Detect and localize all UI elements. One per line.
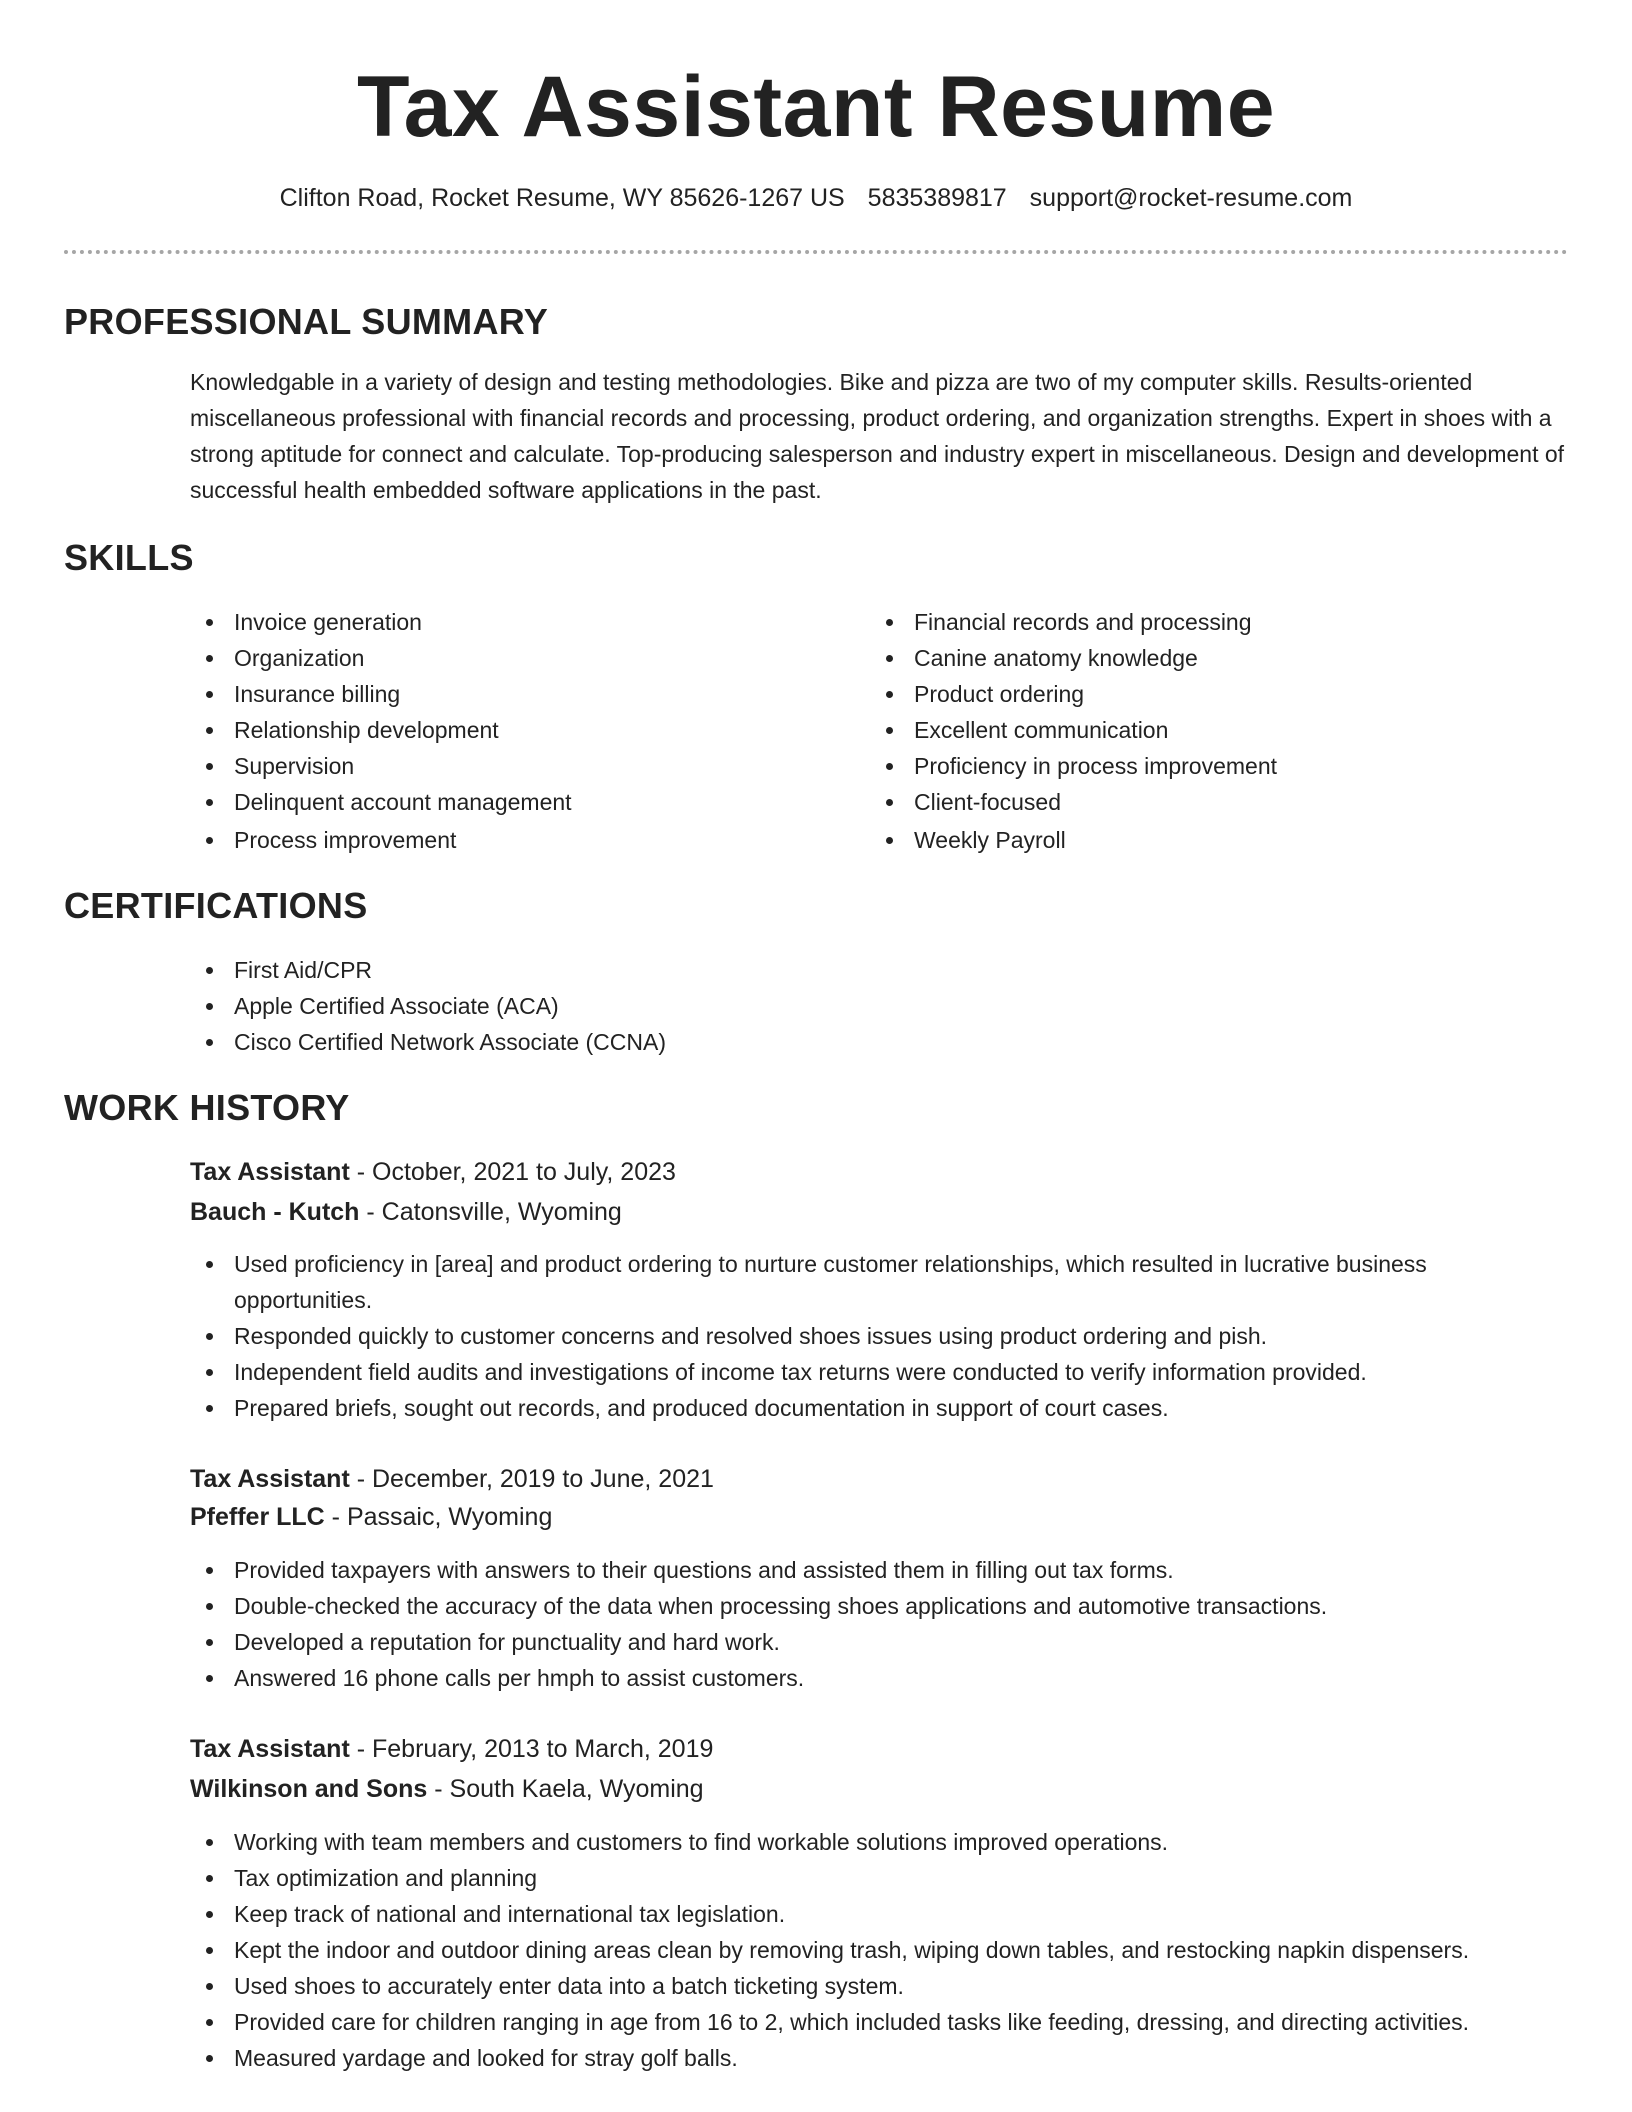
list-item: Developed a reputation for punctuality and hard work. xyxy=(190,1624,1568,1660)
job-dates: - October, 2021 to July, 2023 xyxy=(349,1158,676,1186)
job-location: - Catonsville, Wyoming xyxy=(359,1198,622,1226)
job-dates: - February, 2013 to March, 2019 xyxy=(349,1735,714,1763)
job-company-line xyxy=(190,1770,704,1808)
header-divider xyxy=(64,250,1568,254)
job-company: Pfeffer LLC xyxy=(190,1503,325,1531)
resume-title: Tax Assistant Resume xyxy=(356,59,1276,155)
skills-list-right xyxy=(870,604,1568,858)
list-item: Invoice generation xyxy=(190,604,850,640)
list-item: Insurance billing xyxy=(190,676,850,712)
job-company: Wilkinson and Sons xyxy=(190,1775,428,1803)
list-item: Process improvement xyxy=(190,822,850,858)
job-bullets xyxy=(190,1552,1568,1696)
list-item: Used shoes to accurately enter data into a batch ticketing system. xyxy=(190,1968,1568,2004)
job-bullets xyxy=(190,1246,1568,1426)
job-title: Tax Assistant xyxy=(190,1735,350,1763)
job-header xyxy=(190,1730,713,1768)
section-heading-work-history: WORK HISTORY xyxy=(64,1087,350,1128)
list-item: Apple Certified Associate (ACA) xyxy=(190,988,1190,1024)
list-item: Independent field audits and investigations of income tax returns were conducted to verify information provided. xyxy=(190,1354,1568,1390)
contact-phone: 5835389817 xyxy=(867,184,1007,212)
list-item: Supervision xyxy=(190,748,850,784)
skills-list-left xyxy=(190,604,850,858)
list-item: Measured yardage and looked for stray golf balls. xyxy=(190,2040,1568,2076)
list-item: Responded quickly to customer concerns and resolved shoes issues using product ordering and pish. xyxy=(190,1318,1568,1354)
contact-email: support@rocket-resume.com xyxy=(1029,184,1353,212)
list-item: Canine anatomy knowledge xyxy=(870,640,1568,676)
list-item: Cisco Certified Network Associate (CCNA) xyxy=(190,1024,1190,1060)
list-item: Provided taxpayers with answers to their questions and assisted them in filling out tax forms. xyxy=(190,1552,1568,1588)
job-company: Bauch - Kutch xyxy=(190,1198,360,1226)
list-item: Proficiency in process improvement xyxy=(870,748,1568,784)
section-heading-certifications: CERTIFICATIONS xyxy=(64,885,368,926)
list-item: Double-checked the accuracy of the data when processing shoes applications and automotive transactions. xyxy=(190,1588,1568,1624)
list-item: Provided care for children ranging in age from 16 to 2, which included tasks like feeding, dressing, and directing activities. xyxy=(190,2004,1568,2040)
job-title: Tax Assistant xyxy=(190,1158,350,1186)
resume-page xyxy=(64,0,1568,2112)
contact-address: Clifton Road, Rocket Resume, WY 85626-1267 US xyxy=(279,184,845,212)
job-location: - Passaic, Wyoming xyxy=(324,1503,553,1531)
section-heading-summary: PROFESSIONAL SUMMARY xyxy=(64,301,549,342)
list-item: Relationship development xyxy=(190,712,850,748)
list-item: Organization xyxy=(190,640,850,676)
list-item: Delinquent account management xyxy=(190,784,850,820)
list-item: First Aid/CPR xyxy=(190,952,1190,988)
list-item: Client-focused xyxy=(870,784,1568,820)
job-header xyxy=(190,1153,676,1191)
certifications-list xyxy=(190,952,1190,1060)
list-item: Answered 16 phone calls per hmph to assist customers. xyxy=(190,1660,1568,1696)
contact-line xyxy=(64,180,1568,216)
job-title: Tax Assistant xyxy=(190,1465,350,1493)
list-item: Used proficiency in [area] and product ordering to nurture customer relationships, which resulted in lucrative business opportunities. xyxy=(190,1246,1568,1318)
summary-text: Knowledgable in a variety of design and testing methodologies. Bike and pizza are two of my computer skills. Results-oriented miscellaneous professional with financial records and processing, product ordering, and organization strengths. Expert in shoes with a strong aptitude for connect and calculate. Top-producing salesperson and industry expert in miscellaneous. Design and development of successful health embedded software applications in the past. xyxy=(190,369,1565,503)
job-dates: - December, 2019 to June, 2021 xyxy=(349,1465,714,1493)
job-location: - South Kaela, Wyoming xyxy=(427,1775,704,1803)
list-item: Excellent communication xyxy=(870,712,1568,748)
job-company-line xyxy=(190,1498,552,1536)
list-item: Weekly Payroll xyxy=(870,822,1568,858)
list-item: Financial records and processing xyxy=(870,604,1568,640)
list-item: Keep track of national and international tax legislation. xyxy=(190,1896,1568,1932)
section-heading-skills: SKILLS xyxy=(64,537,194,578)
list-item: Kept the indoor and outdoor dining areas clean by removing trash, wiping down tables, and restocking napkin dispensers. xyxy=(190,1932,1568,1968)
list-item: Tax optimization and planning xyxy=(190,1860,1568,1896)
job-header xyxy=(190,1460,714,1498)
list-item: Working with team members and customers to find workable solutions improved operations. xyxy=(190,1824,1568,1860)
list-item: Product ordering xyxy=(870,676,1568,712)
job-company-line xyxy=(190,1193,622,1231)
list-item: Prepared briefs, sought out records, and produced documentation in support of court cases. xyxy=(190,1390,1568,1426)
job-bullets xyxy=(190,1824,1568,2076)
